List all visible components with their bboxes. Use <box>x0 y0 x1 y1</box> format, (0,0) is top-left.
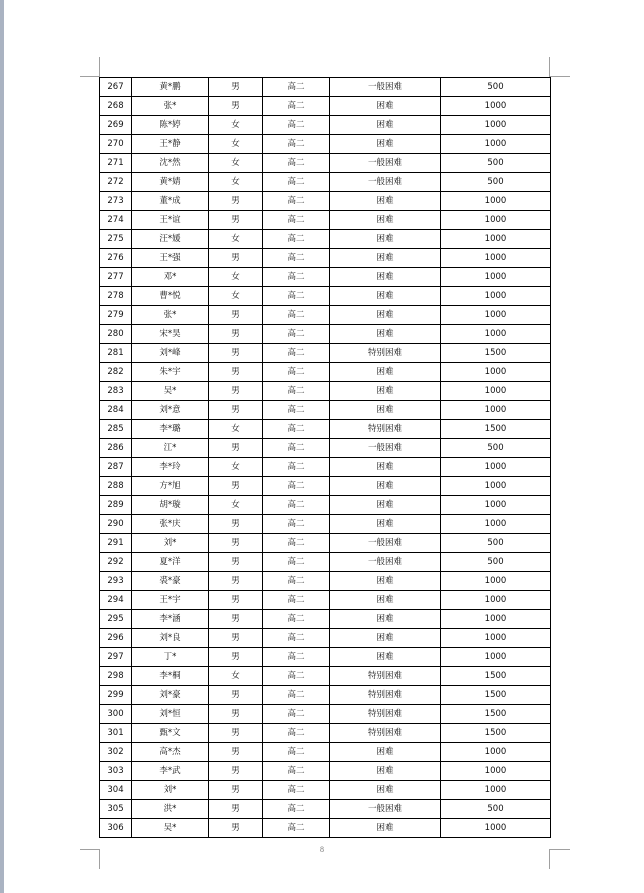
cell-difficulty: 困难 <box>330 363 441 382</box>
cell-index: 296 <box>100 629 132 648</box>
cell-amount: 500 <box>441 553 551 572</box>
cell-name: 王*静 <box>132 135 209 154</box>
cell-amount: 1000 <box>441 743 551 762</box>
cell-amount: 1000 <box>441 135 551 154</box>
cell-difficulty: 困难 <box>330 268 441 287</box>
cell-grade: 高二 <box>263 154 330 173</box>
cell-gender: 男 <box>209 800 263 819</box>
cell-index: 280 <box>100 325 132 344</box>
cell-difficulty: 一般困难 <box>330 173 441 192</box>
cell-grade: 高二 <box>263 401 330 420</box>
table-row <box>100 724 551 743</box>
cell-name: 裘*豪 <box>132 572 209 591</box>
cell-amount: 1500 <box>441 420 551 439</box>
cell-grade: 高二 <box>263 496 330 515</box>
cell-index: 278 <box>100 287 132 306</box>
cell-name: 陈*婷 <box>132 116 209 135</box>
crop-mark-top-left-h <box>80 76 100 77</box>
cell-index: 305 <box>100 800 132 819</box>
cell-grade: 高二 <box>263 382 330 401</box>
cell-amount: 1000 <box>441 211 551 230</box>
table-row <box>100 401 551 420</box>
cell-amount: 1000 <box>441 306 551 325</box>
page-number: 8 <box>320 845 324 854</box>
crop-mark-top-left-v <box>99 57 100 77</box>
cell-index: 271 <box>100 154 132 173</box>
cell-amount: 1000 <box>441 458 551 477</box>
cell-difficulty: 困难 <box>330 572 441 591</box>
cell-grade: 高二 <box>263 192 330 211</box>
cell-grade: 高二 <box>263 762 330 781</box>
table-row <box>100 249 551 268</box>
table-row <box>100 78 551 97</box>
cell-amount: 1500 <box>441 344 551 363</box>
crop-mark-top-right-v <box>549 57 550 77</box>
cell-difficulty: 一般困难 <box>330 154 441 173</box>
cell-gender: 男 <box>209 249 263 268</box>
table-row <box>100 382 551 401</box>
table-row <box>100 591 551 610</box>
cell-grade: 高二 <box>263 78 330 97</box>
cell-gender: 男 <box>209 439 263 458</box>
cell-amount: 1000 <box>441 515 551 534</box>
table-row <box>100 363 551 382</box>
table-row <box>100 135 551 154</box>
table-row <box>100 458 551 477</box>
cell-gender: 男 <box>209 762 263 781</box>
cell-amount: 1000 <box>441 496 551 515</box>
cell-index: 282 <box>100 363 132 382</box>
cell-amount: 1000 <box>441 572 551 591</box>
table-row <box>100 154 551 173</box>
cell-gender: 男 <box>209 382 263 401</box>
cell-difficulty: 特别困难 <box>330 420 441 439</box>
cell-amount: 1000 <box>441 762 551 781</box>
cell-amount: 1000 <box>441 477 551 496</box>
cell-name: 李*涵 <box>132 610 209 629</box>
table-row <box>100 819 551 838</box>
cell-grade: 高二 <box>263 211 330 230</box>
cell-amount: 1000 <box>441 325 551 344</box>
cell-grade: 高二 <box>263 135 330 154</box>
cell-name: 李*桐 <box>132 667 209 686</box>
table-row <box>100 534 551 553</box>
cell-amount: 1000 <box>441 230 551 249</box>
cell-name: 王*谊 <box>132 211 209 230</box>
cell-name: 方*旭 <box>132 477 209 496</box>
cell-difficulty: 困难 <box>330 287 441 306</box>
cell-amount: 500 <box>441 78 551 97</box>
cell-grade: 高二 <box>263 534 330 553</box>
cell-name: 李*玲 <box>132 458 209 477</box>
cell-name: 江* <box>132 439 209 458</box>
cell-gender: 男 <box>209 192 263 211</box>
cell-index: 300 <box>100 705 132 724</box>
cell-index: 277 <box>100 268 132 287</box>
cell-grade: 高二 <box>263 97 330 116</box>
table-row <box>100 268 551 287</box>
table-row <box>100 344 551 363</box>
cell-difficulty: 困难 <box>330 458 441 477</box>
cell-difficulty: 困难 <box>330 211 441 230</box>
cell-amount: 1000 <box>441 629 551 648</box>
table-body <box>100 78 551 838</box>
cell-index: 306 <box>100 819 132 838</box>
cell-difficulty: 特别困难 <box>330 686 441 705</box>
cell-index: 268 <box>100 97 132 116</box>
cell-gender: 男 <box>209 344 263 363</box>
cell-difficulty: 困难 <box>330 382 441 401</box>
cell-difficulty: 特别困难 <box>330 667 441 686</box>
cell-difficulty: 困难 <box>330 192 441 211</box>
cell-index: 285 <box>100 420 132 439</box>
cell-amount: 1000 <box>441 382 551 401</box>
table-row <box>100 743 551 762</box>
cell-difficulty: 困难 <box>330 401 441 420</box>
cell-difficulty: 困难 <box>330 325 441 344</box>
cell-difficulty: 困难 <box>330 743 441 762</box>
cell-gender: 女 <box>209 230 263 249</box>
cell-index: 295 <box>100 610 132 629</box>
cell-name: 王*宇 <box>132 591 209 610</box>
cell-gender: 男 <box>209 78 263 97</box>
cell-gender: 男 <box>209 306 263 325</box>
cell-index: 290 <box>100 515 132 534</box>
cell-index: 304 <box>100 781 132 800</box>
cell-gender: 女 <box>209 420 263 439</box>
cell-index: 289 <box>100 496 132 515</box>
cell-difficulty: 困难 <box>330 249 441 268</box>
cell-name: 洪* <box>132 800 209 819</box>
cell-difficulty: 困难 <box>330 477 441 496</box>
cell-name: 吴* <box>132 382 209 401</box>
cell-name: 宋*昊 <box>132 325 209 344</box>
cell-amount: 1000 <box>441 363 551 382</box>
table-row <box>100 325 551 344</box>
crop-mark-top-right-h <box>550 76 570 77</box>
cell-gender: 男 <box>209 97 263 116</box>
cell-grade: 高二 <box>263 325 330 344</box>
cell-difficulty: 困难 <box>330 135 441 154</box>
table-row <box>100 97 551 116</box>
cell-difficulty: 一般困难 <box>330 553 441 572</box>
cell-grade: 高二 <box>263 173 330 192</box>
table-row <box>100 211 551 230</box>
cell-grade: 高二 <box>263 116 330 135</box>
cell-grade: 高二 <box>263 724 330 743</box>
cell-amount: 1000 <box>441 116 551 135</box>
cell-index: 283 <box>100 382 132 401</box>
cell-index: 284 <box>100 401 132 420</box>
table-row <box>100 781 551 800</box>
cell-gender: 男 <box>209 591 263 610</box>
cell-amount: 1000 <box>441 192 551 211</box>
table-row <box>100 287 551 306</box>
table-row <box>100 515 551 534</box>
cell-gender: 男 <box>209 515 263 534</box>
cell-grade: 高二 <box>263 686 330 705</box>
cell-amount: 1000 <box>441 401 551 420</box>
table-row <box>100 173 551 192</box>
cell-index: 267 <box>100 78 132 97</box>
cell-index: 276 <box>100 249 132 268</box>
cell-gender: 男 <box>209 553 263 572</box>
cell-grade: 高二 <box>263 667 330 686</box>
table-row <box>100 705 551 724</box>
cell-grade: 高二 <box>263 249 330 268</box>
cell-amount: 1500 <box>441 724 551 743</box>
cell-grade: 高二 <box>263 439 330 458</box>
cell-difficulty: 一般困难 <box>330 800 441 819</box>
cell-name: 董*成 <box>132 192 209 211</box>
cell-gender: 女 <box>209 173 263 192</box>
cell-grade: 高二 <box>263 420 330 439</box>
cell-grade: 高二 <box>263 553 330 572</box>
cell-name: 吴* <box>132 819 209 838</box>
cell-grade: 高二 <box>263 572 330 591</box>
cell-index: 292 <box>100 553 132 572</box>
table-row <box>100 648 551 667</box>
cell-amount: 500 <box>441 800 551 819</box>
cell-grade: 高二 <box>263 743 330 762</box>
cell-index: 274 <box>100 211 132 230</box>
table-row <box>100 553 551 572</box>
cell-index: 287 <box>100 458 132 477</box>
table-row <box>100 629 551 648</box>
cell-grade: 高二 <box>263 515 330 534</box>
cell-name: 黄*婧 <box>132 173 209 192</box>
cell-name: 曹*悦 <box>132 287 209 306</box>
cell-difficulty: 一般困难 <box>330 78 441 97</box>
cell-index: 291 <box>100 534 132 553</box>
cell-index: 286 <box>100 439 132 458</box>
cell-index: 269 <box>100 116 132 135</box>
cell-name: 刘* <box>132 534 209 553</box>
cell-name: 李*武 <box>132 762 209 781</box>
table-row <box>100 610 551 629</box>
cell-index: 303 <box>100 762 132 781</box>
cell-grade: 高二 <box>263 610 330 629</box>
cell-difficulty: 困难 <box>330 762 441 781</box>
table-row <box>100 686 551 705</box>
cell-gender: 男 <box>209 572 263 591</box>
cell-amount: 500 <box>441 534 551 553</box>
cell-gender: 男 <box>209 705 263 724</box>
cell-gender: 女 <box>209 287 263 306</box>
cell-grade: 高二 <box>263 629 330 648</box>
cell-index: 294 <box>100 591 132 610</box>
window-edge <box>0 0 4 893</box>
cell-name: 邓* <box>132 268 209 287</box>
cell-gender: 女 <box>209 116 263 135</box>
cell-gender: 男 <box>209 211 263 230</box>
cell-gender: 男 <box>209 781 263 800</box>
cell-index: 270 <box>100 135 132 154</box>
cell-name: 王*强 <box>132 249 209 268</box>
cell-amount: 1000 <box>441 268 551 287</box>
cell-gender: 男 <box>209 534 263 553</box>
table-row <box>100 116 551 135</box>
cell-index: 302 <box>100 743 132 762</box>
cell-difficulty: 困难 <box>330 819 441 838</box>
cell-name: 刘*良 <box>132 629 209 648</box>
cell-difficulty: 特别困难 <box>330 344 441 363</box>
cell-index: 273 <box>100 192 132 211</box>
cell-grade: 高二 <box>263 648 330 667</box>
cell-grade: 高二 <box>263 363 330 382</box>
cell-index: 298 <box>100 667 132 686</box>
cell-grade: 高二 <box>263 287 330 306</box>
cell-index: 299 <box>100 686 132 705</box>
cell-amount: 1500 <box>441 667 551 686</box>
cell-amount: 1500 <box>441 705 551 724</box>
table-row <box>100 439 551 458</box>
table-row <box>100 762 551 781</box>
cell-name: 甄*文 <box>132 724 209 743</box>
cell-name: 刘*峰 <box>132 344 209 363</box>
cell-gender: 女 <box>209 667 263 686</box>
cell-name: 高*杰 <box>132 743 209 762</box>
cell-amount: 500 <box>441 154 551 173</box>
table-row <box>100 230 551 249</box>
cell-difficulty: 困难 <box>330 591 441 610</box>
cell-amount: 1000 <box>441 648 551 667</box>
cell-amount: 1500 <box>441 686 551 705</box>
cell-name: 沈*然 <box>132 154 209 173</box>
cell-amount: 1000 <box>441 610 551 629</box>
cell-gender: 女 <box>209 458 263 477</box>
cell-gender: 男 <box>209 401 263 420</box>
cell-difficulty: 困难 <box>330 629 441 648</box>
cell-name: 黄*鹏 <box>132 78 209 97</box>
table-row <box>100 496 551 515</box>
cell-difficulty: 一般困难 <box>330 534 441 553</box>
cell-difficulty: 困难 <box>330 97 441 116</box>
cell-gender: 男 <box>209 819 263 838</box>
cell-grade: 高二 <box>263 230 330 249</box>
table-row <box>100 477 551 496</box>
cell-amount: 500 <box>441 173 551 192</box>
cell-grade: 高二 <box>263 268 330 287</box>
cell-amount: 1000 <box>441 287 551 306</box>
cell-name: 刘*豪 <box>132 686 209 705</box>
cell-name: 胡*璇 <box>132 496 209 515</box>
cell-gender: 男 <box>209 724 263 743</box>
cell-index: 272 <box>100 173 132 192</box>
cell-name: 刘*恒 <box>132 705 209 724</box>
cell-grade: 高二 <box>263 591 330 610</box>
cell-gender: 男 <box>209 743 263 762</box>
cell-gender: 男 <box>209 610 263 629</box>
cell-difficulty: 困难 <box>330 496 441 515</box>
cell-difficulty: 一般困难 <box>330 439 441 458</box>
cell-name: 张* <box>132 306 209 325</box>
cell-gender: 男 <box>209 363 263 382</box>
cell-grade: 高二 <box>263 781 330 800</box>
cell-grade: 高二 <box>263 458 330 477</box>
cell-index: 297 <box>100 648 132 667</box>
student-aid-table <box>99 77 551 838</box>
cell-amount: 1000 <box>441 819 551 838</box>
cell-name: 朱*宇 <box>132 363 209 382</box>
cell-gender: 女 <box>209 154 263 173</box>
table-row <box>100 306 551 325</box>
cell-index: 275 <box>100 230 132 249</box>
cell-name: 李*璐 <box>132 420 209 439</box>
cell-amount: 1000 <box>441 591 551 610</box>
cell-difficulty: 困难 <box>330 781 441 800</box>
cell-name: 丁* <box>132 648 209 667</box>
cell-grade: 高二 <box>263 800 330 819</box>
cell-index: 281 <box>100 344 132 363</box>
table-row <box>100 192 551 211</box>
table-row <box>100 800 551 819</box>
cell-gender: 男 <box>209 686 263 705</box>
table-row <box>100 667 551 686</box>
cell-difficulty: 困难 <box>330 648 441 667</box>
cell-difficulty: 困难 <box>330 610 441 629</box>
cell-name: 汪*媛 <box>132 230 209 249</box>
cell-index: 293 <box>100 572 132 591</box>
cell-amount: 1000 <box>441 97 551 116</box>
cell-name: 刘* <box>132 781 209 800</box>
cell-amount: 500 <box>441 439 551 458</box>
cell-gender: 女 <box>209 268 263 287</box>
cell-name: 张*庆 <box>132 515 209 534</box>
table-row <box>100 572 551 591</box>
cell-difficulty: 特别困难 <box>330 724 441 743</box>
cell-difficulty: 困难 <box>330 230 441 249</box>
cell-difficulty: 特别困难 <box>330 705 441 724</box>
cell-difficulty: 困难 <box>330 306 441 325</box>
cell-gender: 男 <box>209 648 263 667</box>
cell-gender: 男 <box>209 477 263 496</box>
table-row <box>100 420 551 439</box>
cell-difficulty: 困难 <box>330 116 441 135</box>
cell-name: 张* <box>132 97 209 116</box>
cell-difficulty: 困难 <box>330 515 441 534</box>
cell-index: 279 <box>100 306 132 325</box>
cell-index: 288 <box>100 477 132 496</box>
cell-grade: 高二 <box>263 344 330 363</box>
cell-gender: 女 <box>209 496 263 515</box>
cell-name: 夏*洋 <box>132 553 209 572</box>
cell-gender: 男 <box>209 629 263 648</box>
cell-amount: 1000 <box>441 781 551 800</box>
cell-grade: 高二 <box>263 819 330 838</box>
cell-grade: 高二 <box>263 705 330 724</box>
cell-grade: 高二 <box>263 306 330 325</box>
cell-gender: 女 <box>209 135 263 154</box>
cell-name: 刘*意 <box>132 401 209 420</box>
cell-index: 301 <box>100 724 132 743</box>
cell-gender: 男 <box>209 325 263 344</box>
cell-grade: 高二 <box>263 477 330 496</box>
cell-amount: 1000 <box>441 249 551 268</box>
